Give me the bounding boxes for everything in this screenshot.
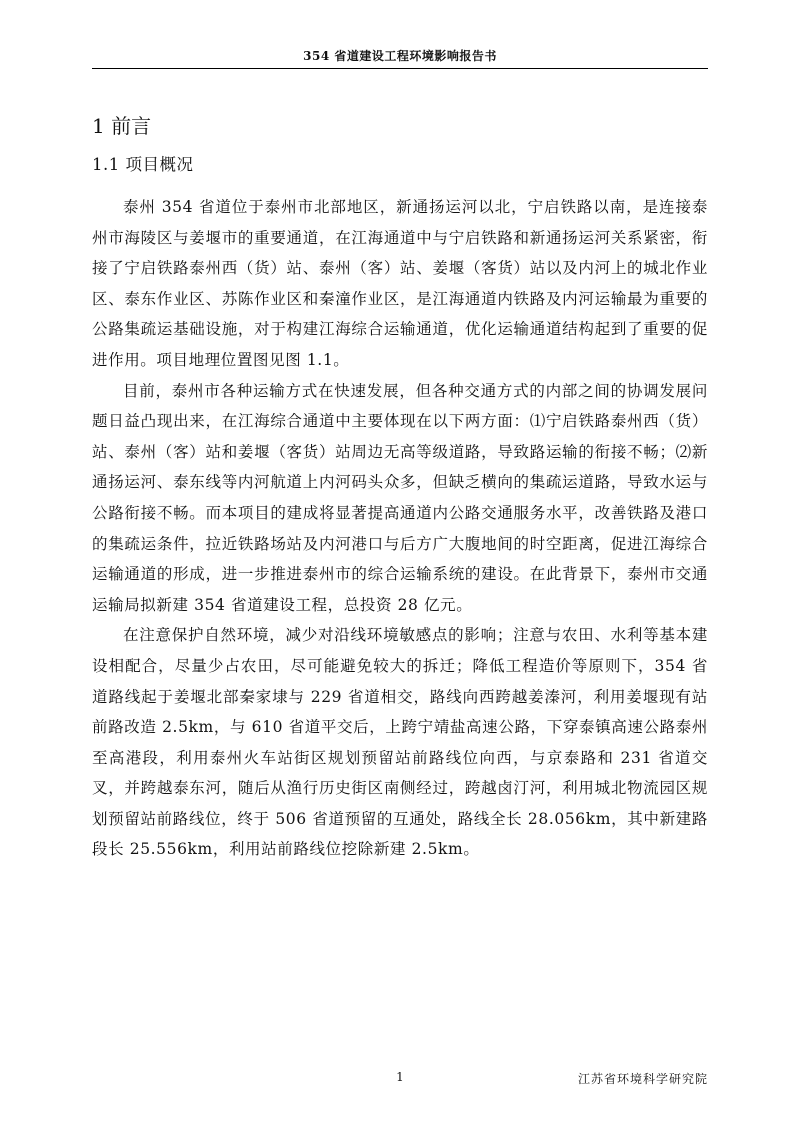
footer-organization: 江苏省环境科学研究院 — [577, 1072, 708, 1086]
paragraph-background: 目前，泰州市各种运输方式在快速发展，但各种交通方式的内部之间的协调发展问题日益凸现出来，在江海综合通道中主要体现在以下两方面：⑴宁启铁路泰州西（货）站、泰州（客）站和姜堰（客货）站周边无高等级道路，导致路运输的衔接不畅；⑵新通扬运河、泰东线等内河航道上内河码头众多，但缺乏横向的集疏运道路，导致水运与公路衔接不畅。而本项目的建成将显著提高通道内公路交通服务水平，改善铁路及港口的集疏运条件，拉近铁路场站及内河港口与后方广大腹地间的时空距离，促进江海综合运输通道的形成，进一步推进泰州市的综合运输系统的建设。在此背景下，泰州市交通运输局拟新建 354 省道建设工程，总投资 28 亿元。 — [92, 381, 708, 614]
paragraph-overview: 泰州 354 省道位于泰州市北部地区，新通扬运河以北，宁启铁路以南，是连接泰州市海陵区与姜堰市的重要通道，在江海通道中与宁启铁路和新通扬运河关系紧密，衔接了宁启铁路泰州西（货）站、泰州（客）站、姜堰（客货）站以及内河上的城北作业区、泰东作业区、苏陈作业区和秦潼作业区，是江海通道内铁路及内河运输最为重要的公路集疏运基础设施，对于构建江海综合运输通道，优化运输通道结构起到了重要的促进作用。项目地理位置图见图 1.1。 — [92, 198, 708, 369]
running-header: 354 省道建设工程环境影响报告书 — [303, 49, 497, 63]
paragraph-route: 在注意保护自然环境，减少对沿线环境敏感点的影响；注意与农田、水利等基本建设相配合，尽量少占农田，尽可能避免较大的拆迁；降低工程造价等原则下，354 省道路线起于姜堰北部秦家埭与 229 省道相交，路线向西跨越姜溱河，利用姜堰现有站前路改造 2.5km，与 610 省道平交后，上跨宁靖盐高速公路，下穿泰镇高速公路泰州至高港段，利用泰州火车站街区规划预留站前路线位向西，与京泰路和 231 省道交叉，并跨越泰东河，随后从渔行历史街区南侧经过，跨越卤汀河，利用城北物流园区规划预留站前路线位，终于 506 省道预留的互通处，路线全长 28.056km，其中新建路段长 25.556km，利用站前路线位挖除新建 2.5km。 — [92, 626, 708, 859]
chapter-heading: 1 前言 — [92, 114, 152, 138]
body-text — [92, 192, 708, 865]
page-footer — [92, 1070, 708, 1090]
header-rule — [92, 68, 708, 69]
section-heading: 1.1 项目概况 — [92, 155, 194, 174]
page-number: 1 — [396, 1070, 404, 1084]
